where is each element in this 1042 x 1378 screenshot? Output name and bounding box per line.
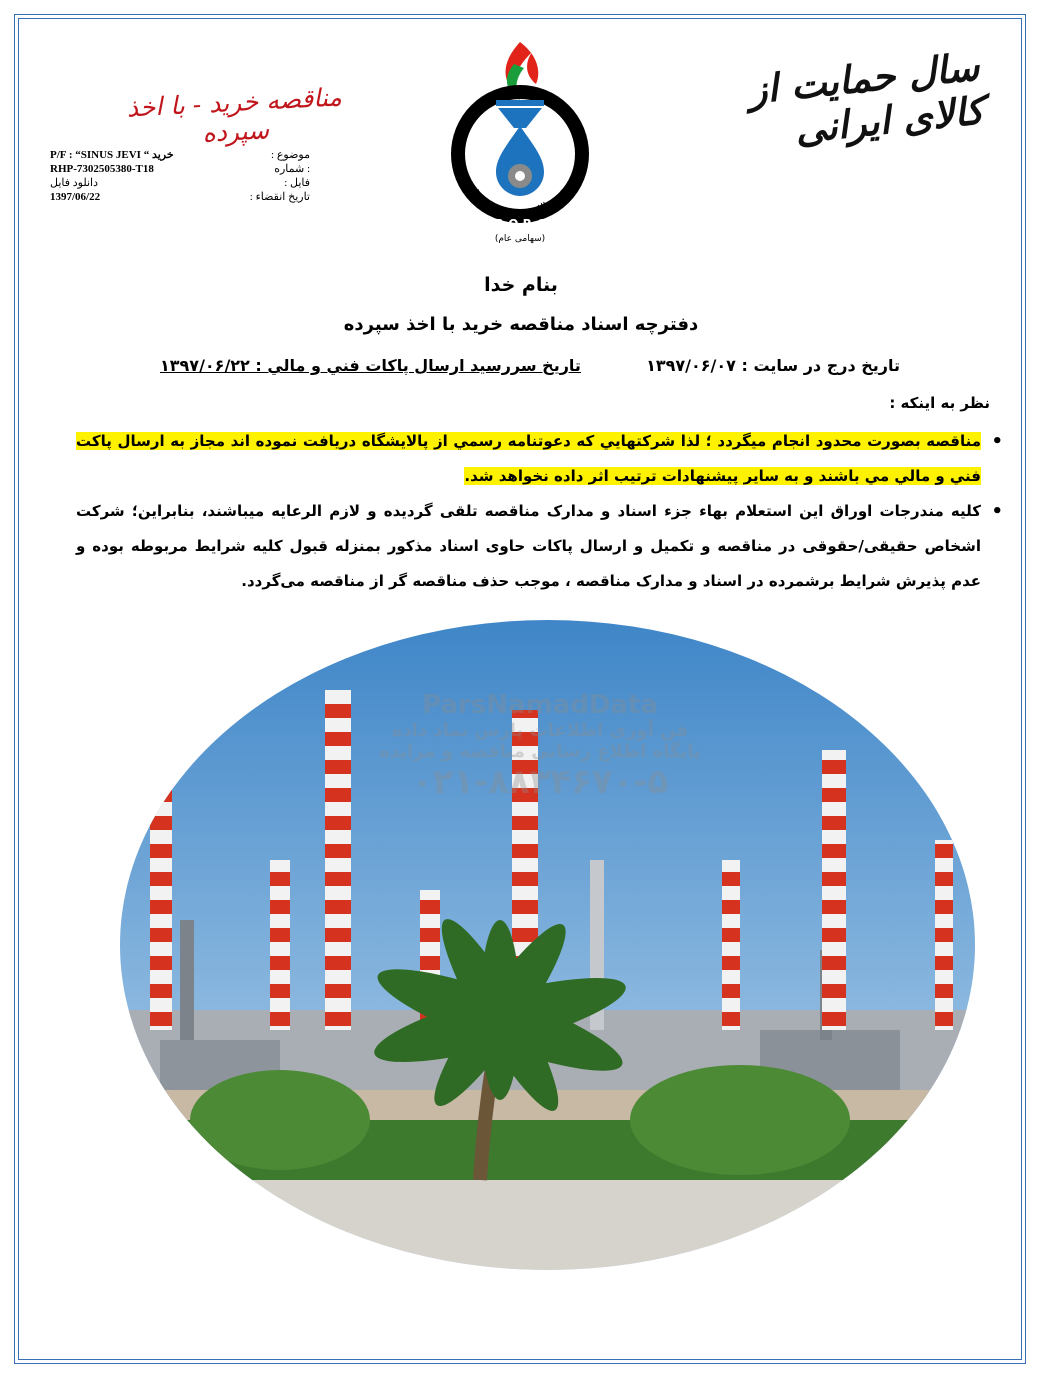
meta-number-label: : شماره [274, 163, 310, 175]
meta-expiry-label: تاریخ انقضاء : [249, 191, 310, 203]
terms-list [76, 424, 1005, 599]
document-title: دفترچه اسناد مناقصه خرید با اخذ سپرده [343, 314, 699, 335]
date-deadline: تاریخ سررسید ارسال پاکات فني و مالي : ۱۳۹۷/۰۶/۲۲ [160, 356, 581, 375]
slogan-text: سال حمایت از کالای ایرانی [746, 43, 986, 152]
intro-text: نظر به اینکه : [889, 394, 990, 412]
company-subtitle: (سهامی عام) [494, 234, 546, 244]
watermark-line2: پایگاه اطلاع رسانی مناقصه و مزایده [379, 741, 701, 762]
watermark-phone: ۰۲۱-۸۸۳۴۶۷۰-۵ [411, 762, 669, 802]
logo-company-name: شرکت پالایش نفت بندرعباس [460, 177, 580, 219]
logo-abbr: B.O.R.C [494, 217, 546, 231]
meta-subject-label: موضوع : [271, 149, 310, 161]
borc-logo-icon [440, 34, 600, 254]
tender-type-title: مناقصه خرید - با اخذ سپرده [126, 82, 343, 148]
watermark [340, 690, 740, 802]
meta-number-value: RHP-7302505380-T18 [50, 163, 154, 175]
meta-subject-value: P/F : “SINUS JEVI “ خرید [50, 149, 174, 161]
highlighted-clause: مناقصه بصورت محدود انجام میگردد ؛ لذا شرکتهایي که دعوتنامه رسمي از پالایشگاه دریافت نموده اند مجاز به ارسال پاکت فني و مالي مي باشند و به سایر پیشنهادات ترتیب اثر داده نخواهد شد. [76, 432, 981, 485]
list-item: • کلیه مندرجات اوراق این استعلام بهاء جزء اسناد و مدارک مناقصه تلقی گردیده و لازم الرعایه میباشند، بنابراین؛ شرکت اشخاص حقیقی/حقوقی در مناقصه و تکمیل و ارسال پاکات حاوی اسناد مذکور بمنزله قبول کلیه شرایط مربوطه بوده و عدم پذیرش شرایط برشمرده در اسناد و مدارک مناقصه ، موجب حذف مناقصه گر از مناقصه می‌گردد. [76, 494, 981, 599]
tender-meta [50, 148, 310, 204]
dates-row [160, 356, 900, 375]
date-posted: تاریخ درج در سایت : ۱۳۹۷/۰۶/۰۷ [646, 356, 900, 375]
meta-row-expiry [50, 190, 310, 204]
watermark-line1: فن آوری اطلاعات پارس نماد داده [391, 720, 689, 741]
bismillah-heading: بنام خدا [484, 274, 558, 296]
meta-file-label: فایل : [284, 177, 310, 189]
meta-file-value[interactable]: دانلود فایل [50, 177, 98, 189]
meta-row-file [50, 176, 310, 190]
meta-row-number [50, 162, 310, 176]
list-item [76, 424, 981, 494]
meta-row-subject [50, 148, 310, 162]
meta-expiry-value: 1397/06/22 [50, 191, 101, 203]
watermark-brand: ParsNamadData [422, 690, 658, 720]
